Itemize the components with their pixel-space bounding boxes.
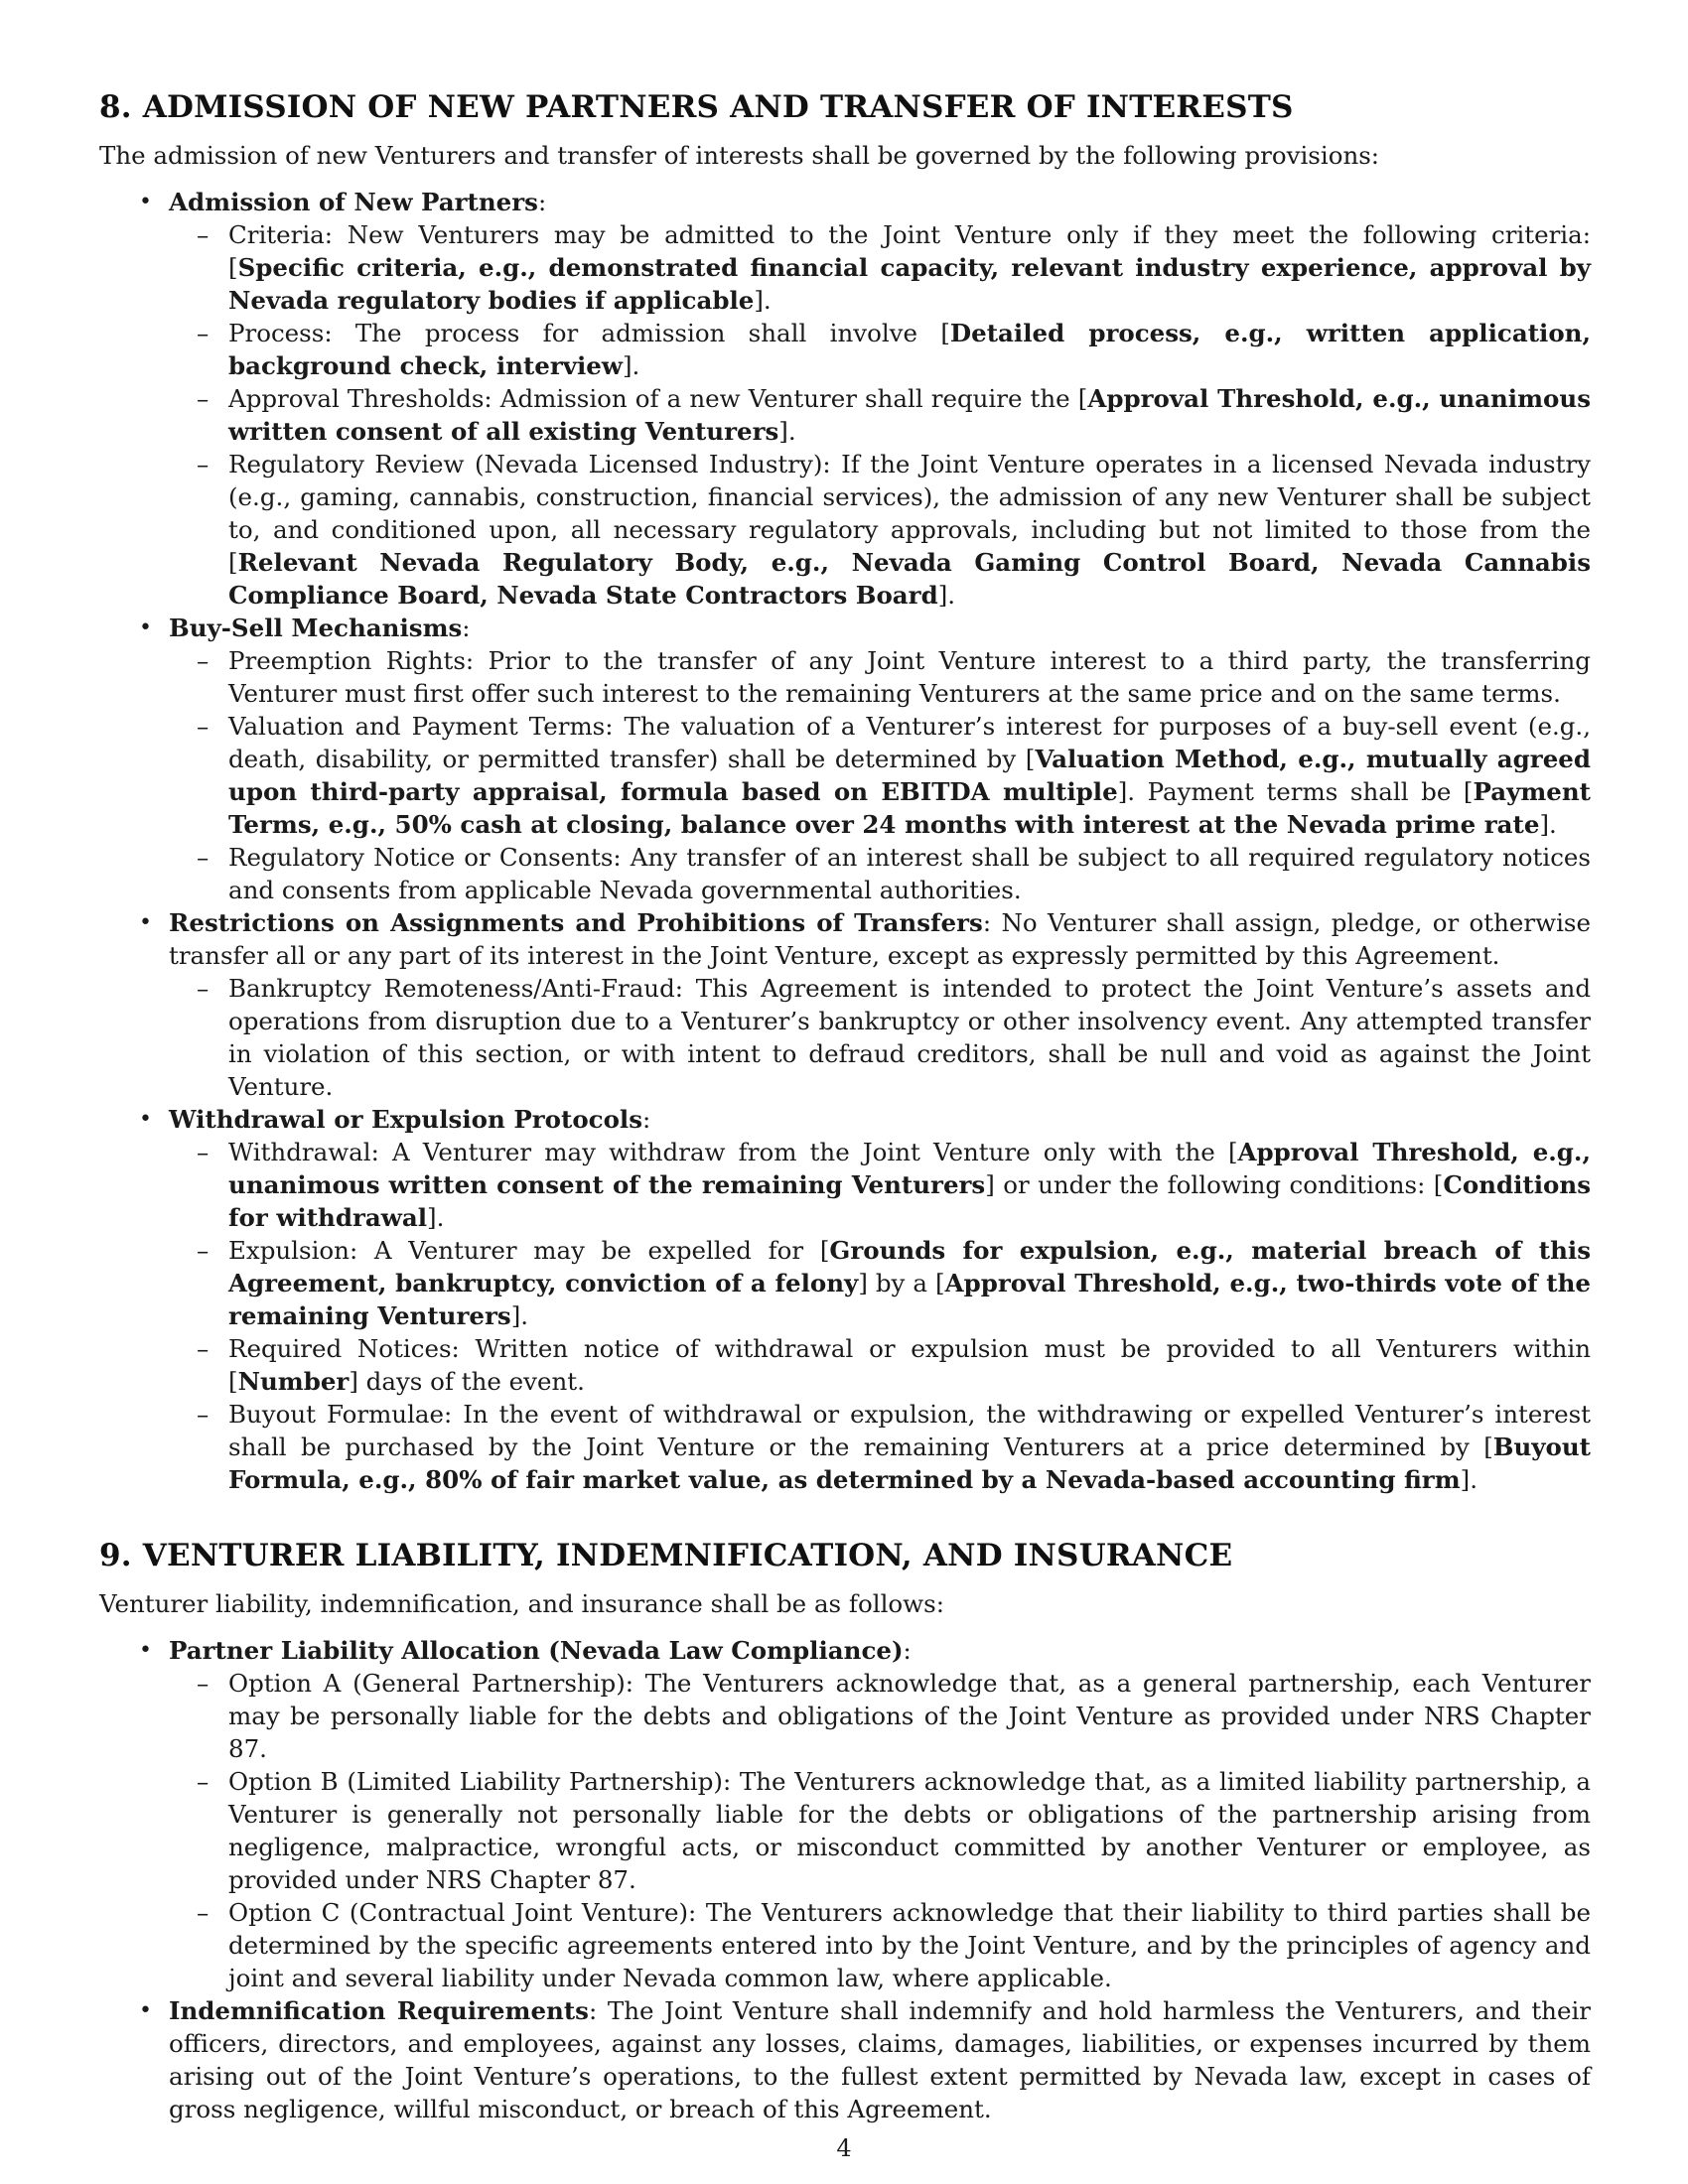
placeholder-text: Buyout Formula, e.g., 80% of fair market value, as determined by a Nevada-based accounting firm (228, 1433, 1591, 1494)
sub-item (169, 1896, 1591, 1994)
sub-item (169, 448, 1591, 612)
clause-text: ]. Payment terms shall be [ (1117, 777, 1474, 806)
section-9-title: 9. VENTURER LIABILITY, INDEMNIFICATION, AND INSURANCE (99, 1538, 1233, 1573)
bullet-heading: Admission of New Partners (169, 188, 538, 216)
clause-text: ] days of the event. (349, 1367, 585, 1396)
sub-item (169, 1398, 1591, 1496)
sub-item (169, 841, 1591, 906)
document-page (99, 87, 1591, 2125)
bullet-lead: Indemnification Requirements: The Joint Venture shall indemnify and hold harmless the Venturers, and their officers, directors, and employees, against any losses, claims, damages, liabilities, or expenses incurred by them arising out of the Joint Venture’s operations, to the fullest extent permitted by Nevada law, except in cases of gross negligence, willful misconduct, or breach of this Agreement. (169, 1996, 1591, 2123)
bullet-item (99, 906, 1591, 1103)
bullet-heading: Buy-Sell Mechanisms (169, 614, 463, 642)
sub-list (169, 644, 1591, 906)
clause-text: Withdrawal: A Venturer may withdraw from the Joint Venture only with the [ (228, 1138, 1238, 1166)
bullet-icon: • (139, 615, 152, 640)
clause-text: Valuation and Payment Terms: The valuation of a Venturer’s interest for purposes of a buy-sell event (e.g., death, disability, or permitted transfer) shall be determined by [ (228, 712, 1591, 773)
bullet-icon: • (139, 1107, 152, 1132)
bullet-lead: Withdrawal or Expulsion Protocols: (169, 1105, 651, 1134)
dash-icon: – (197, 1898, 210, 1927)
placeholder-text: Grounds for expulsion, e.g., material breach of this Agreement, bankruptcy, conviction of a felony (228, 1236, 1591, 1297)
bullet-lead-text: No Venturer shall assign, pledge, or otherwise transfer all or any part of its interest in the Joint Venture, except as expressly permitted by this Agreement. (169, 908, 1591, 970)
clause-text: ]. (1539, 810, 1557, 839)
dash-icon: – (197, 1236, 210, 1265)
dash-icon: – (197, 646, 210, 675)
placeholder-text: Detailed process, e.g., written application, background check, interview (228, 319, 1592, 380)
placeholder-text: Approval Threshold, e.g., two-thirds vote of the remaining Venturers (228, 1269, 1591, 1330)
sub-item (169, 644, 1591, 710)
section-8-list (99, 186, 1591, 1496)
sub-list (169, 218, 1591, 612)
clause-text: ] or under the following conditions: [ (985, 1170, 1444, 1199)
sub-list (169, 972, 1591, 1103)
section-8-title: 8. ADMISSION OF NEW PARTNERS AND TRANSFER OF INTERESTS (99, 89, 1294, 125)
bullet-item (99, 186, 1591, 612)
clause-text: Regulatory Review (Nevada Licensed Industry): If the Joint Venture operates in a licensed Nevada industry (e.g., gaming, cannabis, construction, financial services), the admission of any new Venturer shall be subject to, and conditioned upon, all necessary regulatory approvals, including but not limited to those from the [ (228, 450, 1591, 577)
placeholder-text: Number (237, 1367, 350, 1396)
clause-text: ]. (623, 351, 640, 380)
sub-list (169, 1667, 1591, 1994)
dash-icon: – (197, 712, 210, 741)
clause-text: ] by a [ (858, 1269, 945, 1297)
placeholder-text: Approval Threshold, e.g., unanimous written consent of the remaining Venturers (228, 1138, 1591, 1199)
clause-text: Process: The process for admission shall involve [ (228, 319, 950, 347)
dash-icon: – (197, 1400, 210, 1429)
sub-list (169, 1136, 1591, 1496)
section-9-list (99, 1634, 1591, 2125)
dash-icon: – (197, 1767, 210, 1796)
section-8-intro: The admission of new Venturers and transfer of interests shall be governed by the following provisions: (99, 141, 1380, 170)
bullet-heading: Withdrawal or Expulsion Protocols (169, 1105, 643, 1134)
bullet-icon: • (139, 910, 152, 935)
clause-text: Option A (General Partnership): The Venturers acknowledge that, as a general partnership, each Venturer may be personally liable for the debts and obligations of the Joint Venture as provided under NRS Chapter 87. (228, 1669, 1591, 1763)
placeholder-text: Approval Threshold, e.g., unanimous written consent of all existing Venturers (228, 384, 1591, 446)
bullet-icon: • (139, 1638, 152, 1663)
dash-icon: – (197, 843, 210, 872)
sub-item (169, 972, 1591, 1103)
bullet-lead: Partner Liability Allocation (Nevada Law Compliance): (169, 1636, 912, 1665)
sub-item (169, 710, 1591, 841)
dash-icon: – (197, 384, 210, 413)
placeholder-text: Payment Terms, e.g., 50% cash at closing, balance over 24 months with interest at the Nevada prime rate (228, 777, 1591, 839)
clause-text: Bankruptcy Remoteness/Anti-Fraud: This Agreement is intended to protect the Joint Venture’s assets and operations from disruption due to a Venturer’s bankruptcy or other insolvency event. Any attempted transfer in violation of this section, or with intent to defraud creditors, shall be null and void as against the Joint Venture. (228, 974, 1591, 1101)
sub-item (169, 1667, 1591, 1765)
clause-text: Option C (Contractual Joint Venture): The Venturers acknowledge that their liability to third parties shall be determined by the specific agreements entered into by the Joint Venture, and by the principles of agency and joint and several liability under Nevada common law, where applicable. (228, 1898, 1591, 1992)
bullet-item (99, 1634, 1591, 1994)
sub-item (169, 1332, 1591, 1398)
bullet-icon: • (139, 190, 152, 214)
clause-text: Option B (Limited Liability Partnership): The Venturers acknowledge that, as a limited liability partnership, a Venturer is generally not personally liable for the debts or obligations of the partnership arising from negligence, malpractice, wrongful acts, or misconduct committed by another Venturer or employee, as provided under NRS Chapter 87. (228, 1767, 1591, 1894)
dash-icon: – (197, 1669, 210, 1698)
clause-text: Buyout Formulae: In the event of withdrawal or expulsion, the withdrawing or expelled Venturer’s interest shall be purchased by the Joint Venture or the remaining Venturers at a price determined by [ (228, 1400, 1591, 1461)
bullet-heading: Partner Liability Allocation (Nevada Law Compliance) (169, 1636, 904, 1665)
dash-icon: – (197, 1334, 210, 1363)
bullet-lead: Restrictions on Assignments and Prohibitions of Transfers: No Venturer shall assign, pledge, or otherwise transfer all or any part of its interest in the Joint Venture, except as expressly permitted by this Agreement. (169, 908, 1591, 970)
clause-text: ]. (510, 1301, 529, 1330)
bullet-lead: Admission of New Partners: (169, 188, 547, 216)
dash-icon: – (197, 319, 210, 347)
clause-text: Approval Thresholds: Admission of a new Venturer shall require the [ (228, 384, 1088, 413)
clause-text: ]. (937, 581, 956, 610)
bullet-item (99, 1994, 1591, 2125)
sub-item (169, 1234, 1591, 1332)
section-9-intro: Venturer liability, indemnification, and insurance shall be as follows: (99, 1589, 944, 1618)
bullet-icon: • (139, 1998, 152, 2023)
sub-item (169, 382, 1591, 448)
sub-item (169, 1765, 1591, 1896)
placeholder-text: Relevant Nevada Regulatory Body, e.g., Nevada Gaming Control Board, Nevada Cannabis Compliance Board, Nevada State Contractors Board (228, 548, 1591, 610)
sub-item (169, 1136, 1591, 1234)
clause-text: Preemption Rights: Prior to the transfer of any Joint Venture interest to a third party, the transferring Venturer must first offer such interest to the remaining Venturers at the same price and on the same terms. (228, 646, 1591, 708)
sub-item (169, 218, 1591, 317)
clause-text: ]. (427, 1203, 445, 1232)
sub-item (169, 317, 1591, 382)
bullet-lead-text: The Joint Venture shall indemnify and hold harmless the Venturers, and their officers, directors, and employees, against any losses, claims, damages, liabilities, or expenses incurred by them arising out of the Joint Venture’s operations, to the fullest extent permitted by Nevada law, except in cases of gross negligence, willful misconduct, or breach of this Agreement. (169, 1996, 1591, 2123)
dash-icon: – (197, 1138, 210, 1166)
dash-icon: – (197, 450, 210, 478)
clause-text: ]. (1460, 1465, 1477, 1494)
dash-icon: – (197, 974, 210, 1003)
placeholder-text: Conditions for withdrawal (228, 1170, 1591, 1232)
bullet-item (99, 612, 1591, 906)
bullet-heading: Restrictions on Assignments and Prohibitions of Transfers (169, 908, 983, 937)
clause-text: Criteria: New Venturers may be admitted to the Joint Venture only if they meet the following criteria: [ (228, 220, 1591, 282)
bullet-item (99, 1103, 1591, 1496)
page-number: 4 (836, 2134, 852, 2162)
placeholder-text: Valuation Method, e.g., mutually agreed upon third-party appraisal, formula based on EBITDA multiple (228, 745, 1591, 806)
dash-icon: – (197, 220, 210, 249)
clause-text: Expulsion: A Venturer may be expelled for [ (228, 1236, 830, 1265)
bullet-lead: Buy-Sell Mechanisms: (169, 614, 471, 642)
placeholder-text: Specific criteria, e.g., demonstrated financial capacity, relevant industry experience, approval by Nevada regulatory bodies if applicable (228, 253, 1591, 315)
clause-text: Regulatory Notice or Consents: Any transfer of an interest shall be subject to all required regulatory notices and consents from applicable Nevada governmental authorities. (228, 843, 1591, 904)
clause-text: ]. (754, 286, 772, 315)
bullet-heading: Indemnification Requirements (169, 1996, 589, 2025)
clause-text: Required Notices: Written notice of withdrawal or expulsion must be provided to all Venturers within [ (228, 1334, 1591, 1396)
clause-text: ]. (778, 417, 796, 446)
